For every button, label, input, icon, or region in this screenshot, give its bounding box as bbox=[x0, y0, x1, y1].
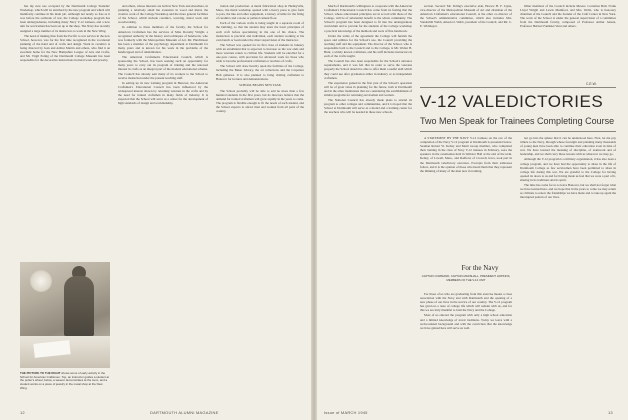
speech-salutation: CAPTAIN COMMAND, CAPTAIN MARSHALL, PRESIDENT HOPKINS, MEMBERS OF THE V-12 UNIT bbox=[421, 274, 511, 282]
text-column-5-top bbox=[420, 4, 512, 82]
figure-body-shape bbox=[64, 276, 94, 336]
paragraph: The American Craftsmen's Educational Council, which is sponsoring the School, has been seeking such an opportunity for many years to carry out its program of training and the renewed interest in crafts as an integral part of the modern educational scheme. The Council has already sent many of its workers to the School to receive instruction under the present teaching staff. bbox=[118, 55, 208, 80]
paragraph: Each of the various crafts is being taught in a separate room of the building, so that the student may learn the basic principles of each craft before specializing in the one of his choice. The instruction is practical and individual, each student working at his own bench or loom under the direct supervision of the instructor. bbox=[216, 21, 304, 42]
left-page bbox=[0, 0, 312, 420]
paragraph: For those of us who are graduating from this exercise means a close association with the Navy and with Dartmouth and the opening of a new phase of our lives in the service of our country. The V-12 program has given us a taste of college life which will remain with us, and for this we are truly thankful to both the Navy and the College. bbox=[420, 292, 512, 313]
paragraph: A STATEMENT BY THE NAVY V-12 trainees on the eve of the completion of the Navy V-12 program at Dartmouth is presented below. Seaman Robert W. Kelley and Merit Group member, who completed their training in the class of Navy V-12 trainees in February, were the speakers in the ceremonies held in Webster Hall at the end of the term. Kelley, of Lowell, Mass., and Radford, of Crowell, Iowa, took part in the Dartmouth valedictory exercises. Excerpts from their addresses follow, and it is the opinion of those who heard them that they represent the thinking of many of the men now in training. bbox=[420, 136, 512, 173]
paragraph: The need of making thus from the Pacific to war service in the new School, however, was for the first time recognized in the vocational planning of the hand and of crafts and design. Work in ceramics is being directed by Jean and Arthur Martin and others, who find it an excellent home for the New Hampshire League of Arts and Crafts, and Mr. Virgil Poling of the Dartmouth College Museum has been responsible for the decorative instructions in metal work and jewelry. bbox=[20, 33, 110, 63]
text-column-4 bbox=[324, 4, 412, 408]
photo-caption bbox=[20, 372, 110, 408]
paragraph: Other members of the Council include Messrs. Cornelius Bull, Frank Lloyd Wright and Lewis Mumford, and Mrs. Webb, who is honorary chairman of the Council and the founder of the Craft Center in New York. The work of the School is under the general supervision of a committee from the Dartmouth faculty, composed of Professor Arthur Jensen, Professor Herbert Faulkner West and others. bbox=[520, 4, 616, 29]
paragraph: Most of us entered the program with only a high school education and a limited knowledge of naval traditions. Today we leave with a well-rounded background and with the conviction that the knowledge we have gained here will serve us well. bbox=[420, 313, 512, 330]
paragraph: In setting up its new training program in Hanover, the American Craftsmen's Educational Council has been influenced by the widespread interest shown by returning veterans in the crafts and by the need for trained craftsmen in many fields of industry. It is expected that the School will serve as a center for the development of high standards of design and workmanship. bbox=[118, 80, 208, 106]
text-column-1 bbox=[20, 4, 110, 256]
text-column-5-speech bbox=[420, 292, 512, 408]
article-headline: V-12 VALEDICTORIES bbox=[420, 92, 604, 111]
right-page-number: 13 bbox=[608, 410, 613, 415]
paragraph: The School will draw heavily upon the facilities of the College, including the Baker Library, the art collections and the Carpenter Hall galleries. It is also planned to bring visiting craftsmen to Hanover for lectures and demonstrations. bbox=[216, 64, 304, 81]
text-column-3 bbox=[216, 4, 304, 408]
paragraph: The School was opened for its first class of students in January with an enrollment that is expected to increase as the war ends and more veterans return to civilian life. Students will be enrolled for a one-year course, with provision for advanced work for those who wish to become professional craftsmen or teachers of crafts. bbox=[216, 42, 304, 64]
article-subhead: Two Men Speak for Trainees Completing Course bbox=[420, 116, 615, 126]
workshop-photo bbox=[20, 262, 110, 368]
paragraph: The National Council has already made plans to extend its program to other colleges and communities, and it is hoped that the School at Dartmouth will serve as a model and a training center for the teachers who will be needed in these new schools. bbox=[324, 98, 412, 115]
paragraph: Under the terms of the agreement the College will furnish the space and utilities for the School's use, the Council providing the teaching staff and the equipment. The director of the School, who is responsible both to the Council and to the College, is Mr. Walter B. Hunt, a widely known craftsman, and his staff includes instructors in each of the crafts taught. bbox=[324, 33, 412, 59]
text-column-6-top bbox=[520, 4, 616, 82]
left-page-number: 12 bbox=[20, 410, 25, 415]
paragraph: Although the V-12 program is a military organization, it has also been a college program, and we have had the opportunity to share in the life of Dartmouth College as few servicemen have been permitted to share in college life during this war. We are grateful to the College for having opened its doors to us and for having made us feel that we were a part of it, sharing in its traditions and its spirit. bbox=[520, 157, 616, 182]
headline-rule-bottom bbox=[420, 131, 616, 132]
caption-text: shows some of early activity in the School for American Craftsmen. Top, an instructor guides a student at the potter's wheel; below, a weaver demonstrates at the loom, and a student works on a piece of jewelry in the metal shop at the New Wing. bbox=[20, 372, 109, 390]
lamp-shape bbox=[30, 270, 52, 292]
caption-lead: THE PICTURE TO THE RIGHT bbox=[20, 372, 61, 375]
left-folio-magazine: DARTMOUTH ALUMNI MAGAZINE bbox=[150, 410, 219, 415]
headline-rule-top bbox=[420, 87, 616, 88]
paragraph: In addition to these members of the faculty, the School for American Craftsmen has the services of Miss Dorothy Wright, a recognized authority in the history and techniques of handwork, who was formerly with the Metropolitan Museum of Art. Mr. Hutchinson has been a member of the psychology department at Dartmouth for many years and is known for his work in the problems of the handicapped and of rehabilitation. bbox=[118, 25, 208, 55]
paragraph: not go into the sphere that it can be understood here. First, let me pay tribute to the Navy, through whose foresight and planning many thousands of young men have been able to continue their education even in time of war. We have learned the meaning of discipline, of teamwork and of leadership, and we shall carry these lessons with us wherever we may go. bbox=[520, 136, 616, 157]
section-heading: For the Navy bbox=[461, 264, 499, 272]
paragraph: The time has come for us to leave Hanover, but we shall not forget what we have learned here, and we hope that in the years to come we may return as civilians to renew the friendships we have made and to take up again the interrupted pattern of our lives. bbox=[520, 183, 616, 200]
section-subhead: SCHOOL BEGINS NEW TASK bbox=[239, 82, 281, 87]
right-page bbox=[316, 0, 628, 420]
paragraph: tration and production. A metal fabrication shop in Hadleyville, Mass., the metal workshop opened with a heavy press to give form to pots, the like and other equipment, a battery of kilns for the firing of ceramics and a stone or painted cement floor. bbox=[216, 4, 304, 21]
paragraph: The School probably will be able to add no more than a few hundred students in the first years, but its directors believe that the demand for trained craftsmen will grow rapidly in the years to come. The program is flexible enough to fit the needs of each student, and the School expects to attract men and women from all parts of the country. bbox=[216, 88, 304, 114]
text-column-6 bbox=[520, 136, 616, 408]
paragraph: Much of Dartmouth's willingness to cooperate with the American Craftsmen's Educational Council has come from its feeling that the School, whose educational principles are in accord with those of the College, will be of substantial benefit to the whole community. The School's program has been designed to fit into the undergraduate curriculum and to provide for the students of the College workshop a practical knowledge of the methods and tools of fine handwork. bbox=[324, 4, 412, 33]
text-column-2 bbox=[118, 4, 208, 408]
paragraph: The Council has also been responsible for the School's entrance requirements, and it was felt that in order to serve the veterans properly the School should be able to offer them a useful skill which they could use after graduation either in industry or as independent craftsmen. bbox=[324, 59, 412, 80]
right-folio-issue: Issue of MARCH 1945 bbox=[324, 410, 368, 415]
paragraph: The experience gained in the first year of the School's operation will be of great value in planning for the future, both at Dartmouth and in the other institutions that are considering the establishment of similar programs for returning servicemen and women. bbox=[324, 80, 412, 97]
author-signature: C.E.W. bbox=[586, 82, 597, 86]
paragraph: and others, whose interests are both in New York and elsewhere, in planning a relatively small but extensive in wood and metal, the creative work of the College Workshop and the more general facilities of the School, which include ceramics, weaving, metal work and woodworking. bbox=[118, 4, 208, 25]
text-column-5-intro bbox=[420, 136, 512, 260]
paragraph: has my new use occupied by the Dartmouth College Students' Workshop, which will be enriched by the new program and which will manifestly continue in his main job. Although not nearly as free as it was before the outbreak of war, the College workshop program has been undergraduates, including many Navy V-12 trainees, and a new unit for servicemen has been set up at the shop. The Navy has recently assigned a large number of its instructors to work in the New Wing. bbox=[20, 4, 110, 33]
paragraph: section. Second: Mr. Poling's executive aide, Horace H. F. Jayne, vice-director of the Metropolitan Museum of Art and chairman of the American Craftsmen's educational Council, is the other co-director of the School's administrative committee, which also includes Mrs. Vanderbilt Webb, Aileen O. Webb, president of the Council, and Mr. C. E. Widmayer. bbox=[420, 4, 512, 29]
